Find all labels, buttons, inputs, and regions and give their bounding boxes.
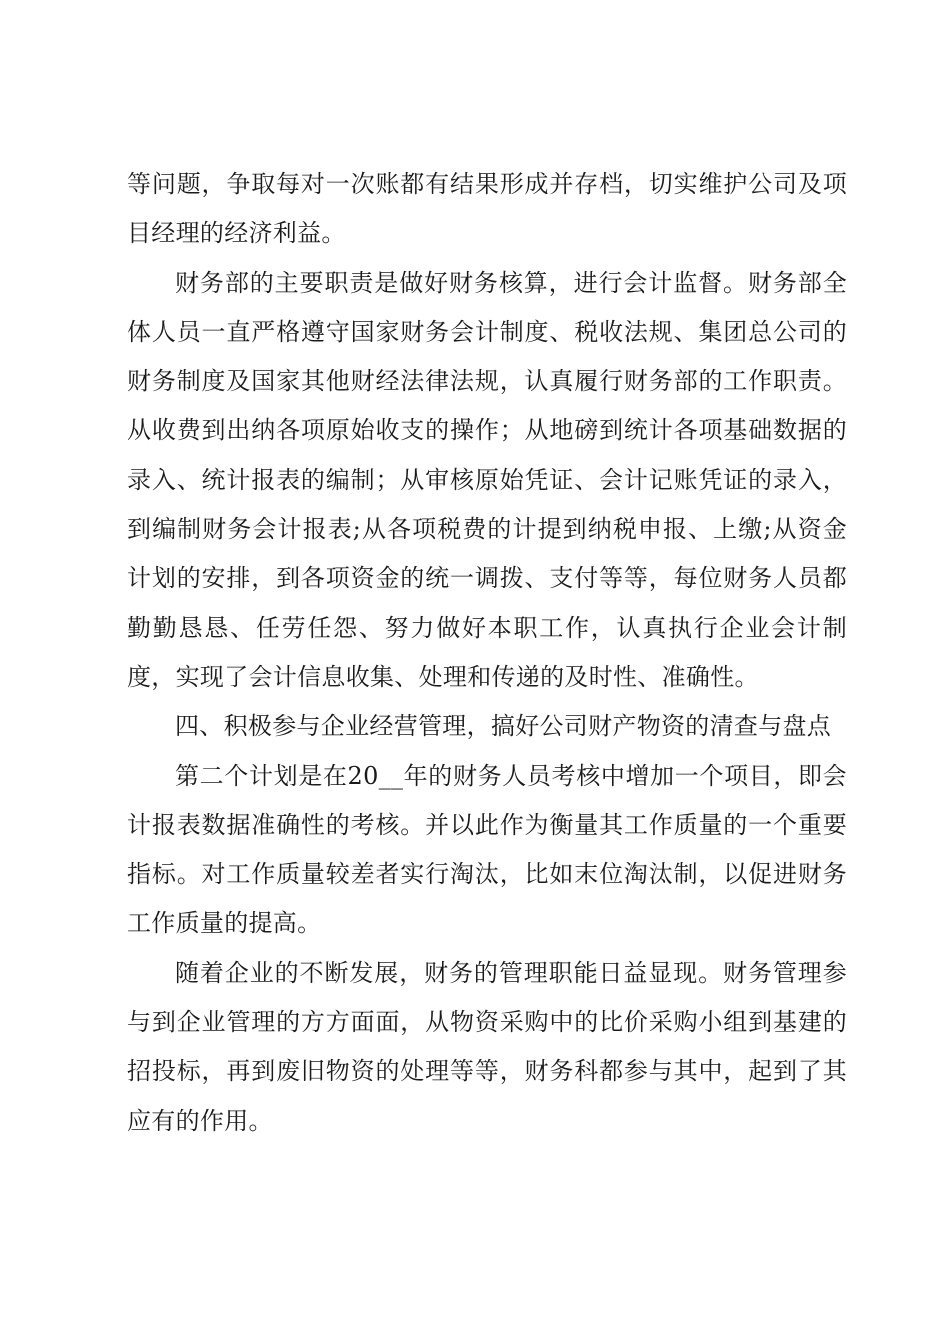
paragraph-2: 财务部的主要职责是做好财务核算，进行会计监督。财务部全体人员一直严格遵守国家财务会计制度、税收法规、集团总公司的财务制度及国家其他财经法律法规，认真履行财务部的工作职责。从收费到出纳各项原始收支的操作；从地磅到统计各项基础数据的录入、统计报表的编制；从审核原始凭证、会计记账凭证的录入，到编制财务会计报表;从各项税费的计提到纳税申报、上缴;从资金计划的安排，到各项资金的统一调拨、支付等等，每位财务人员都勤勤恳恳、任劳任怨、努力做好本职工作，认真执行企业会计制度，实现了会计信息收集、处理和传递的及时性、准确性。 bbox=[127, 268, 847, 691]
document-body bbox=[127, 160, 847, 1146]
paragraph-4: 随着企业的不断发展，财务的管理职能日益显现。财务管理参与到企业管理的方方面面，从物资采购中的比价采购小组到基建的招投标，再到废旧物资的处理等等，财务科都参与其中，起到了其应有的作用。 bbox=[127, 958, 847, 1135]
paragraph-3: 第二个计划是在20__年的财务人员考核中增加一个项目，即会计报表数据准确性的考核。并以此作为衡量其工作质量的一个重要指标。对工作质量较差者实行淘汰，比如末位淘汰制，以促进财务工作质量的提高。 bbox=[127, 761, 847, 938]
section-heading: 四、积极参与企业经营管理，搞好公司财产物资的清查与盘点 bbox=[175, 712, 832, 741]
paragraph-1: 等问题，争取每对一次账都有结果形成并存档，切实维护公司及项目经理的经济利益。 bbox=[127, 170, 847, 248]
